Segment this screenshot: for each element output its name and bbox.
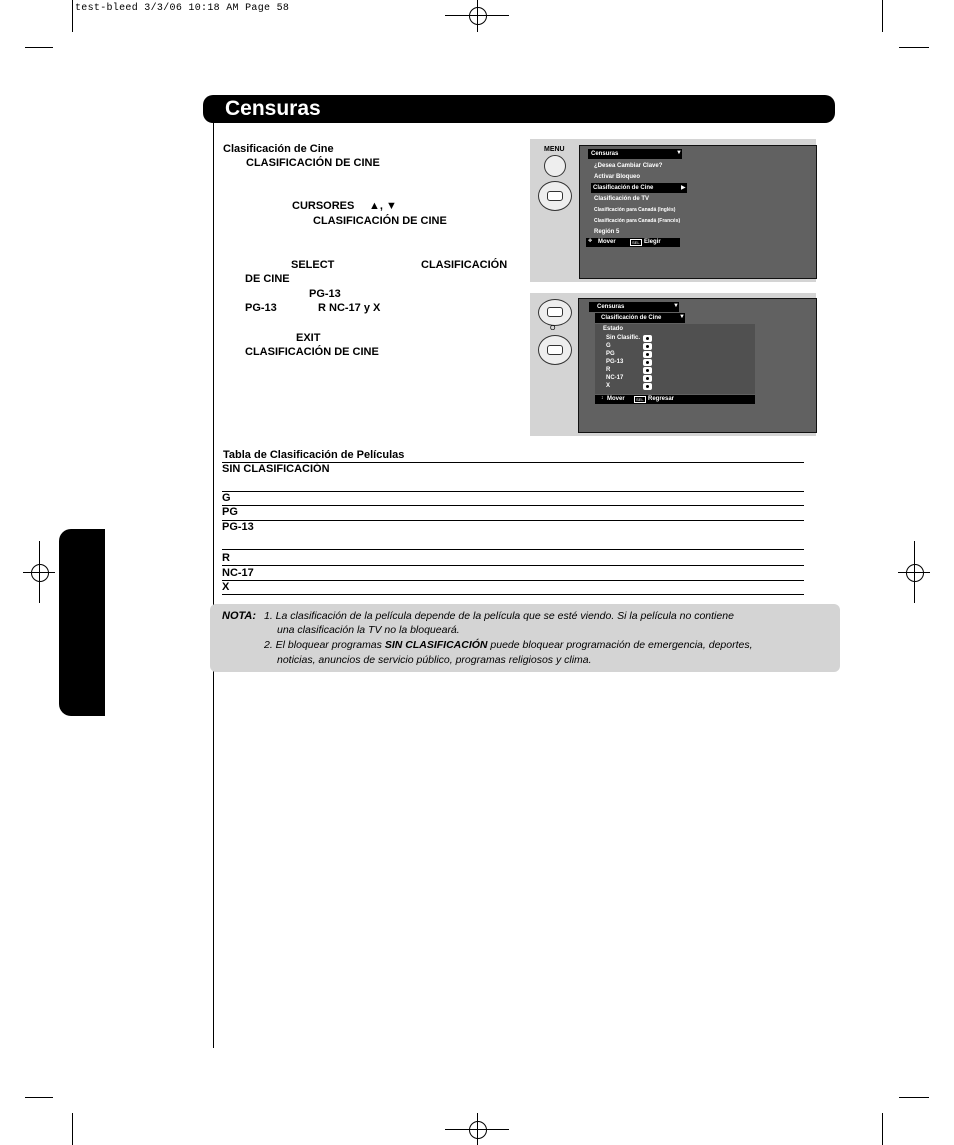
registration-mark (914, 541, 915, 603)
menu-screenshot-panel (530, 139, 816, 282)
table-row: R (222, 552, 230, 564)
registration-mark (477, 0, 478, 32)
menu-item: Región 5 (594, 229, 620, 235)
move-arrows-icon: ↕ (601, 395, 604, 401)
note-line: 1. La clasificación de la película depende de la película que se esté viendo. Si la película no contiene (264, 610, 734, 622)
crop-mark (882, 0, 883, 32)
table-rule (222, 520, 804, 521)
lock-icon (643, 343, 652, 350)
crop-mark (72, 0, 73, 32)
table-rule (222, 549, 804, 550)
instruction-text: DE CINE (245, 273, 290, 285)
table-rule (222, 594, 804, 595)
lock-icon (643, 351, 652, 358)
menu-item: Clasificación de TV (594, 196, 650, 202)
instruction-text: CLASIFICACIÓN DE CINE (313, 215, 447, 227)
rating-item: PG-13 (606, 359, 624, 365)
state-label: Estado (603, 326, 624, 332)
crop-mark (899, 47, 929, 48)
table-row: NC-17 (222, 567, 254, 579)
arrow-keys: ▲, ▼ (369, 200, 397, 212)
registration-mark (469, 7, 487, 25)
table-row: PG (222, 506, 238, 518)
instruction-text: CLASIFICACIÓN (421, 259, 508, 271)
sel-key-icon: SEL (636, 397, 644, 402)
footer-bar (595, 395, 755, 404)
instruction-text: CLASIFICACIÓN DE CINE (245, 346, 379, 358)
instruction-text: R NC-17 y X (318, 302, 381, 314)
sel-key-icon: SEL (632, 240, 640, 245)
registration-mark (477, 1113, 478, 1145)
table-row: PG-13 (222, 521, 254, 533)
registration-mark (39, 541, 40, 603)
menu-button-icon (544, 155, 566, 177)
dropdown-arrow-icon: ▼ (673, 303, 679, 309)
footer-move: Mover (607, 396, 625, 402)
lock-icon (643, 335, 652, 342)
note-line: una clasificación la TV no la bloqueará. (277, 624, 460, 636)
table-rule (222, 491, 804, 492)
instruction-text: SELECT (291, 259, 335, 271)
table-rule (222, 565, 804, 566)
instruction-text: PG-13 (309, 288, 341, 300)
rating-item: PG (606, 351, 615, 357)
menu-item: Clasificación para Canadá (Inglés) (594, 207, 676, 213)
menu-label: MENU (544, 146, 565, 153)
rating-item: R (606, 367, 611, 373)
lock-icon (643, 367, 652, 374)
table-row: G (222, 492, 231, 504)
crop-mark (25, 1097, 53, 1098)
note-text: 2. El bloquear programas (264, 639, 385, 651)
select-button-icon (547, 307, 563, 317)
select-button-icon (547, 191, 563, 201)
lock-icon (643, 383, 652, 390)
menu-item: Clasificación para Canadá (Francés) (594, 218, 681, 224)
submenu-arrow-icon: ▶ (681, 185, 686, 191)
instruction-text: CLASIFICACIÓN DE CINE (246, 157, 380, 169)
note-label: NOTA: (222, 610, 257, 622)
menu-title-bar: Censuras (589, 302, 679, 312)
crop-mark (899, 1097, 929, 1098)
rating-item: G (606, 343, 611, 349)
table-heading: Tabla de Clasificación de Películas (223, 449, 405, 461)
lock-icon (643, 359, 652, 366)
note-line: noticias, anuncios de servicio público, programas religiosos y clima. (277, 654, 592, 666)
rating-item: X (606, 383, 611, 389)
dropdown-arrow-icon: ▼ (679, 314, 685, 320)
table-rule (222, 580, 804, 581)
menu-item-selected: Clasificación de Cine (591, 183, 687, 193)
remote-center-label: O (550, 325, 556, 332)
note-line (264, 639, 753, 651)
side-tab (59, 529, 105, 716)
select-button-icon (547, 345, 563, 355)
note-text: puede bloquear programación de emergencia, deportes, (487, 639, 753, 651)
crop-mark (882, 1113, 883, 1145)
table-row: X (222, 581, 230, 593)
rating-item: NC-17 (606, 375, 624, 381)
print-slug: test-bleed 3/3/06 10:18 AM Page 58 (75, 3, 290, 14)
registration-mark (31, 564, 49, 582)
tv-screen (578, 298, 817, 433)
page-title: Censuras (225, 97, 321, 120)
menu-item: Activar Bloqueo (594, 174, 641, 180)
table-row: SIN CLASIFICACIÓN (222, 463, 330, 475)
lock-icon (643, 375, 652, 382)
crop-mark (72, 1113, 73, 1145)
section-heading: Clasificación de Cine (223, 143, 334, 155)
tv-screen (579, 145, 817, 279)
registration-mark (906, 564, 924, 582)
margin-rule (213, 123, 214, 1048)
footer-bar (586, 238, 680, 247)
crop-mark (25, 47, 53, 48)
menu-item: ¿Desea Cambiar Clave? (594, 163, 663, 169)
menu-title-bar: Censuras (588, 149, 682, 159)
move-arrows-icon: ✥ (588, 238, 593, 244)
table-rule (222, 505, 804, 506)
footer-action: Elegir (644, 239, 661, 245)
footer-move: Mover (598, 239, 616, 245)
instruction-text: EXIT (296, 332, 321, 344)
instruction-text: PG-13 (245, 302, 277, 314)
footer-action: Regresar (648, 396, 675, 402)
submenu-title-bar: Clasificación de Cine (595, 313, 685, 323)
rating-screenshot-panel (530, 293, 816, 436)
dropdown-arrow-icon: ▼ (676, 150, 682, 156)
registration-mark (469, 1121, 487, 1139)
note-emphasis: SIN CLASIFICACIÓN (384, 639, 488, 651)
rating-item: Sin Clasific. (606, 335, 641, 341)
instruction-text: CURSORES (292, 200, 355, 212)
